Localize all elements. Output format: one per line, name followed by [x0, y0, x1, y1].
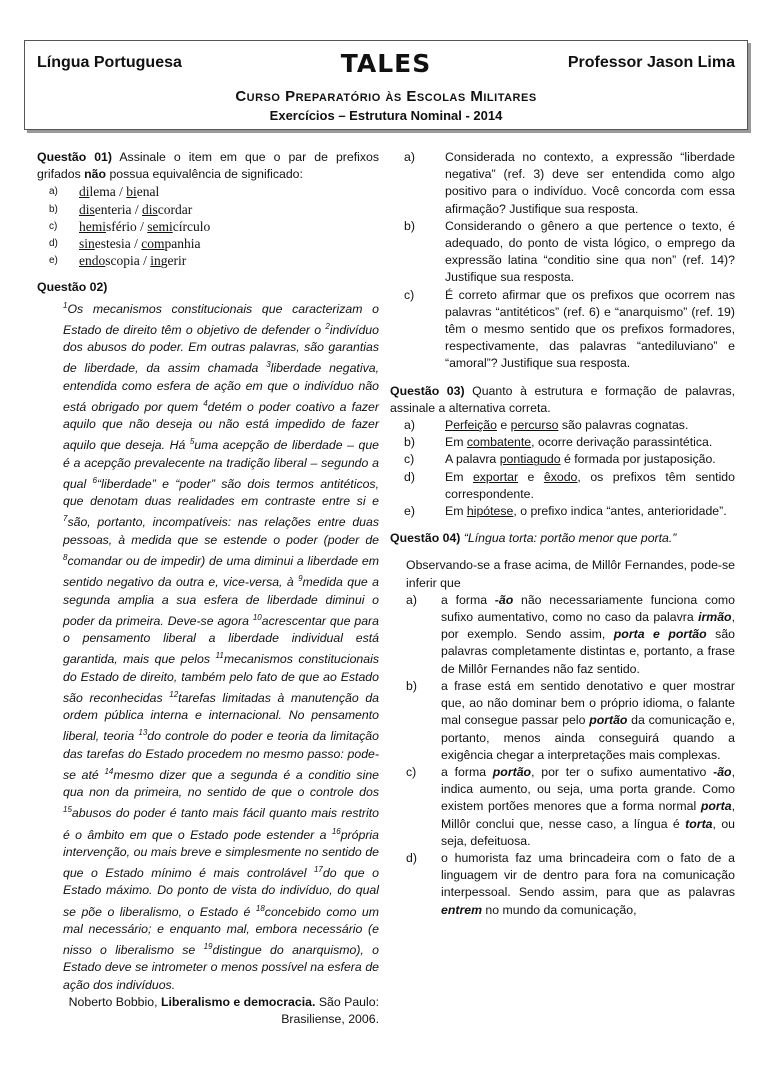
line-ref-number: 4 — [203, 398, 208, 408]
line-ref-number: 7 — [63, 514, 68, 524]
line-ref-number: 18 — [255, 903, 265, 913]
q4-prompt: Questão 04) “Língua torta: portão menor que porta.” — [390, 531, 677, 546]
teacher-label: Professor Jason Lima — [567, 54, 735, 71]
passage-segment: indivíduo dos abusos do poder. Em outras palavras, são garantias de liberdade, da assim chamada — [63, 323, 379, 376]
q3-option-b: b) Em combatente, ocorre derivação parassintética. — [404, 435, 713, 450]
line-ref-number: 9 — [298, 574, 303, 584]
q1-option: d) sinestesia / companhia — [49, 236, 201, 252]
q3-option-d: d) Em exportar e êxodo, os prefixos têm sentido correspondente. — [404, 469, 735, 501]
passage-segment: são, portanto, incompatíveis: nas relações entre duas pessoas, à medida que se estende o poder (poder de — [63, 515, 379, 547]
q2-option: b) Considerando o gênero a que pertence o texto, é adequado, do ponto de vista lógico, o emprego da expressão latina “conditio sine qua non” (ref. 14)? Justifique sua resposta. — [404, 218, 735, 285]
line-ref-number: 15 — [63, 805, 72, 815]
line-ref-number: 17 — [313, 865, 323, 875]
q1-option: b) disenteria / discordar — [49, 201, 193, 217]
q1-option: a) dilema / bienal — [49, 184, 160, 200]
left-column — [37, 149, 379, 1028]
q3-option-c: c) A palavra pontiagudo é formada por justaposição. — [404, 452, 716, 467]
line-ref-number: 5 — [189, 437, 195, 447]
q3-prompt: Questão 03) Quanto à estrutura e formação de palavras, assinale a alternativa correta. — [390, 383, 736, 415]
q2-passage — [63, 297, 379, 994]
passage-segment: abusos do poder é tanto mais fácil quanto mais restrito é o âmbito em que o Estado pode estender a — [63, 806, 379, 842]
line-ref-number: 1 — [63, 300, 68, 310]
q1-label: Questão 01) — [37, 150, 112, 164]
q4-option-d: d) o humorista faz uma brincadeira com o fato de a linguagem vir de dentro para fora na comunicação interpessoal. Sendo assim, para que as palavras entrem no mundo da comunicação, — [406, 850, 735, 917]
line-ref-number: 2 — [325, 321, 330, 331]
q2-option: a) Considerada no contexto, a expressão “liberdade negativa” (ref. 3) deve ser entendida como algo positivo para o indivíduo. Você concorda com essa afirmação? Justifique sua resposta. — [404, 150, 735, 216]
passage-segment: acrescentar que para o pensamento liberal a liberdade individual está garantida, mais que pelos — [63, 613, 379, 667]
passage-segment: “liberdade” e “poder” são dois termos antitéticos, que denotam duas realidades em contraste entre si e — [63, 477, 379, 509]
passage-segment: tarefas limitadas à manutenção da ordem pública interna e internacional. No pensamento liberal, teoria — [63, 690, 379, 744]
q2-options — [390, 149, 735, 373]
school-name: TALES — [340, 49, 432, 78]
page-header — [24, 40, 748, 130]
passage-segment: detém o poder coativo a fazer aquilo que não deseja ou não está impedido de fazer aquilo que deseja. Há — [63, 400, 379, 453]
q1-prompt: Questão 01) Assinale o item em que o par de prefixos grifados não possua equivalência de significado: — [37, 150, 379, 182]
line-ref-number: 12 — [169, 689, 179, 699]
q2-option: c) É correto afirmar que os prefixos que ocorrem nas palavras “antitéticos” (ref. 6) e “anarquismo” (ref. 19) têm o mesmo sentido que os prefixos formadores, respectivamente, das palavras “antediluviano” e “amoral”? Justifique sua resposta. — [404, 287, 735, 371]
line-ref-number: 10 — [252, 612, 262, 622]
q1-options — [37, 183, 379, 269]
passage-segment: mesmo dizer que a segunda é a conditio sine qua non da primeira, no sentido de que o controle dos — [63, 767, 379, 800]
right-column — [390, 149, 735, 919]
passage-segment: comandar ou de impedir) de uma diminui a liberdade em sentido negativo da outra e, vice-versa, à — [63, 554, 379, 590]
line-ref-number: 16 — [331, 826, 341, 836]
q1-option: e) endoscopia / ingerir — [49, 253, 187, 269]
q2-source: Noberto Bobbio, Liberalismo e democracia. São Paulo: Brasiliense, 2006. — [68, 994, 379, 1026]
passage-segment: distingue do anarquismo), o Estado deve se intrometer o menos possível na esfera de ação dos indivíduos. — [63, 943, 379, 992]
subject-label: Língua Portuguesa — [37, 54, 182, 71]
passage-segment: liberdade negativa, entendida como esfera de ação em que o indivíduo não está obrigado por quem — [63, 361, 379, 415]
line-ref-number: 19 — [203, 942, 213, 952]
course-title: Curso Preparatório às Escolas Militares — [235, 88, 537, 105]
q2-label: Questão 02) — [37, 280, 108, 295]
line-ref-number: 11 — [215, 651, 224, 661]
passage-segment: do que o Estado máximo. Do ponto de vista do indivíduo, do qual se põe o liberalismo, o Estado é — [63, 866, 379, 919]
line-ref-number: 8 — [63, 552, 68, 562]
q3-option-a: a) Perfeição e percurso são palavras cognatas. — [404, 418, 689, 433]
line-ref-number: 6 — [92, 475, 98, 485]
passage-segment: uma acepção de liberdade – que é a acepção prevalecente na tradição liberal – segundo a qual — [63, 438, 379, 492]
line-ref-number: 13 — [138, 728, 148, 738]
q4-intro: Observando-se a frase acima, de Millôr Fernandes, pode-se inferir que — [406, 558, 735, 590]
passage-segment: mecanismos constitucionais do Estado de direito, também pelo fato de que ao Estado são reconhecidas — [63, 652, 379, 705]
line-ref-number: 3 — [266, 360, 271, 370]
passage-segment: Os mecanismos constitucionais que caracterizam o Estado de direito têm o objetivo de defender o — [63, 301, 379, 338]
q4-option-b: b) a frase está em sentido denotativo e quer mostrar que, ao não dominar bem o próprio idioma, o falante mal consegue passar pelo portão da comunicação e, portanto, menos ainda conseguirá quando a exigência chegar a interpretações mais complexas. — [406, 678, 736, 762]
q4-option-a: a) a forma -ão não necessariamente funciona como sufixo aumentativo, como no caso da palavra irmão, por exemplo. Sendo assim, porta e portão são palavras completamente distintas e, portanto, a frase de Millôr Fernandes não faz sentido. — [406, 592, 736, 676]
q3-label: Questão 03) — [390, 383, 465, 398]
passage-segment: concebido como um mal necessário; e enquanto mal, embora necessário (e nisso o liberalismo se — [63, 904, 379, 958]
line-ref-number: 14 — [104, 766, 114, 776]
passage-segment: própria intervenção, ou mais breve e simplesmente no sentido de que o Estado mínimo é mais controlável — [63, 827, 379, 881]
exercise-title: Exercícios – Estrutura Nominal - 2014 — [269, 108, 503, 123]
passage-segment: do controle do poder e teoria da limitação das tarefas do Estado procedem no mesmo passo: pode-se até — [63, 729, 379, 782]
passage-segment: medida que a segunda amplia a sua esfera de liberdade diminui o poder da primeira. Deve-se agora — [63, 575, 379, 628]
q4-option-c: c) a forma portão, por ter o sufixo aumentativo -ão, indica aumento, ou seja, uma porta grande. Como existem portões menores que a forma normal porta, Millôr conclui que, nesse caso, a língua é torta, ou seja, defeituosa. — [406, 764, 735, 848]
q1-option: c) hemisfério / semicírculo — [49, 218, 211, 234]
q3-option-e: e) Em hipótese, o prefixo indica “antes, anterioridade”. — [404, 504, 727, 519]
q4-label: Questão 04) — [390, 531, 461, 546]
